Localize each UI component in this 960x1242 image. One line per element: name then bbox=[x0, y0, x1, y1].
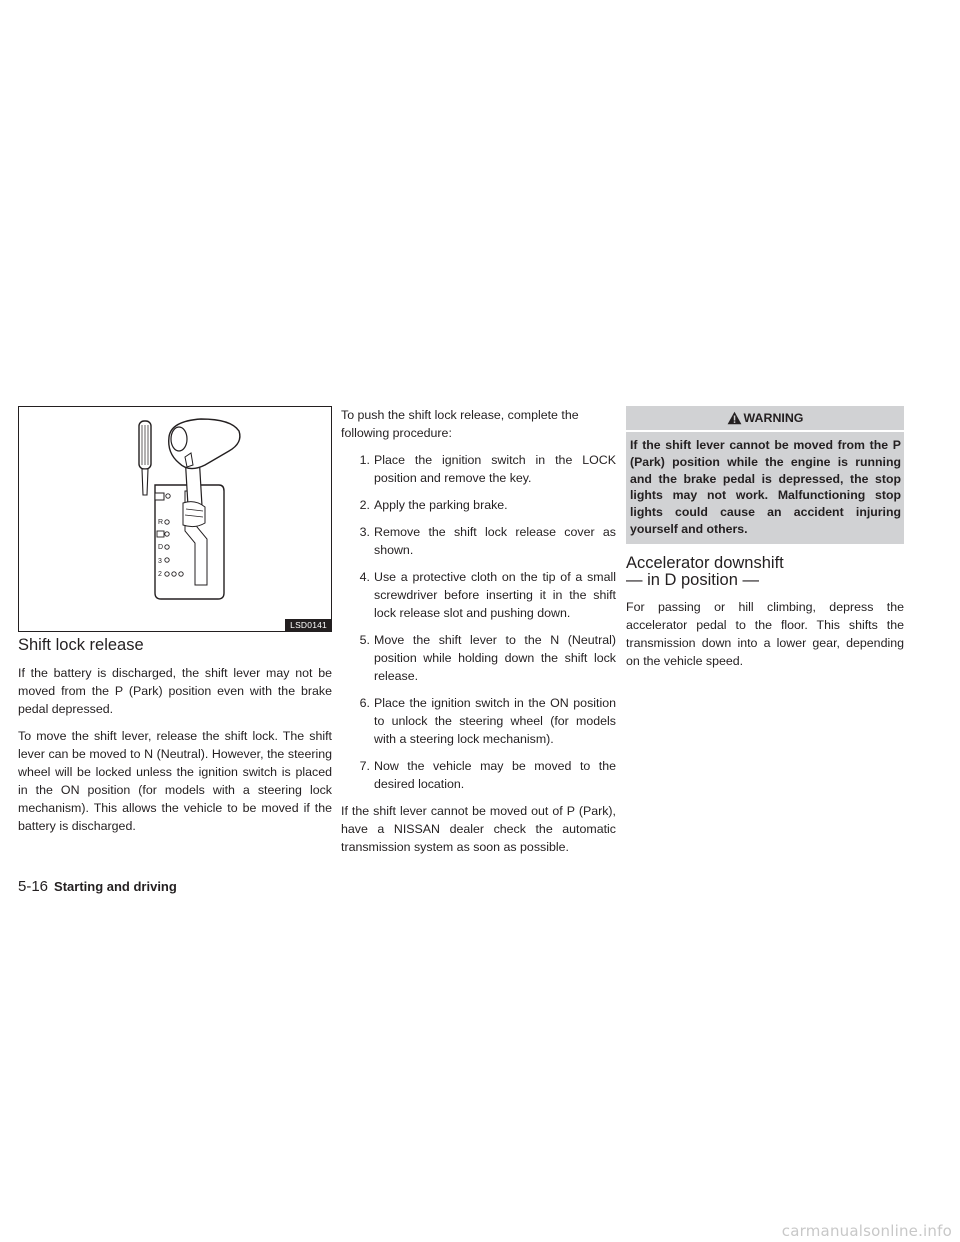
warning-header bbox=[626, 406, 904, 430]
paragraph: To move the shift lever, release the shift lock. The shift lever can be moved to N (Neutral). However, the steering wheel will be locked unless the ignition switch is placed in the ON position (for models with a steering lock mechanism). This allows the vehicle to be moved if the battery is discharged. bbox=[18, 729, 332, 833]
section-heading bbox=[626, 555, 904, 589]
step-text: Remove the shift lock release cover as shown. bbox=[374, 525, 616, 557]
page-number: 5-16 bbox=[18, 878, 49, 895]
section-heading: Shift lock release bbox=[18, 636, 144, 654]
warning-text: If the shift lever cannot be moved from the P (Park) position while the engine is running and the brake pedal is depressed, the stop lights may not work. Malfunctioning stop lights could cause an accident injuring yourself and others. bbox=[626, 430, 904, 544]
gate-label: D bbox=[158, 544, 164, 551]
step-text: Apply the parking brake. bbox=[374, 498, 508, 512]
shift-lever-illustration bbox=[19, 407, 330, 630]
gate-label: 3 bbox=[158, 558, 162, 565]
procedure-intro: To push the shift lock release, complete the following procedure: bbox=[341, 408, 579, 440]
procedure-step bbox=[341, 451, 616, 487]
procedure-step bbox=[341, 694, 616, 748]
paragraph: If the battery is discharged, the shift lever may not be moved from the P (Park) position even with the brake pedal depressed. bbox=[18, 666, 332, 716]
procedure-steps bbox=[341, 451, 616, 793]
procedure-step bbox=[341, 523, 616, 559]
left-column bbox=[18, 636, 332, 844]
step-number: 5. bbox=[359, 633, 370, 647]
middle-column bbox=[341, 406, 616, 865]
warning-title: WARNING bbox=[743, 411, 804, 425]
section-name: Starting and driving bbox=[54, 879, 177, 894]
procedure-step bbox=[341, 496, 616, 514]
step-number: 3. bbox=[359, 525, 370, 539]
step-text: Place the ignition switch in the LOCK position and remove the key. bbox=[374, 453, 616, 485]
warning-box bbox=[626, 406, 904, 544]
step-number: 1. bbox=[359, 453, 370, 467]
heading-line: — in D position — bbox=[626, 570, 759, 589]
step-text: Use a protective cloth on the tip of a small screwdriver before inserting it in the shift lock release slot and pushing down. bbox=[374, 570, 616, 620]
paragraph: If the shift lever cannot be moved out of P (Park), have a NISSAN dealer check the automatic transmission system as soon as possible. bbox=[341, 804, 616, 854]
watermark: carmanualsonline.info bbox=[781, 1222, 952, 1240]
warning-icon bbox=[727, 411, 742, 425]
gate-label: 2 bbox=[158, 571, 162, 578]
step-number: 7. bbox=[359, 759, 370, 773]
step-text: Now the vehicle may be moved to the desired location. bbox=[374, 759, 616, 791]
page-footer bbox=[18, 878, 177, 895]
gate-label: R bbox=[158, 519, 164, 526]
step-number: 2. bbox=[359, 498, 370, 512]
procedure-step bbox=[341, 631, 616, 685]
step-number: 4. bbox=[359, 570, 370, 584]
step-number: 6. bbox=[359, 696, 370, 710]
step-text: Move the shift lever to the N (Neutral) position while holding down the shift lock release. bbox=[374, 633, 616, 683]
procedure-step bbox=[341, 568, 616, 622]
heading-line: Accelerator downshift bbox=[626, 553, 784, 572]
figure-code: LSD0141 bbox=[285, 619, 331, 631]
procedure-step bbox=[341, 757, 616, 793]
paragraph: For passing or hill climbing, depress the accelerator pedal to the floor. This shifts the transmission down into a lower gear, depending on the vehicle speed. bbox=[626, 599, 904, 668]
shift-lock-figure bbox=[18, 406, 332, 632]
right-column bbox=[626, 406, 904, 679]
step-text: Place the ignition switch in the ON position to unlock the steering wheel (for models with a steering lock mechanism). bbox=[374, 696, 616, 746]
